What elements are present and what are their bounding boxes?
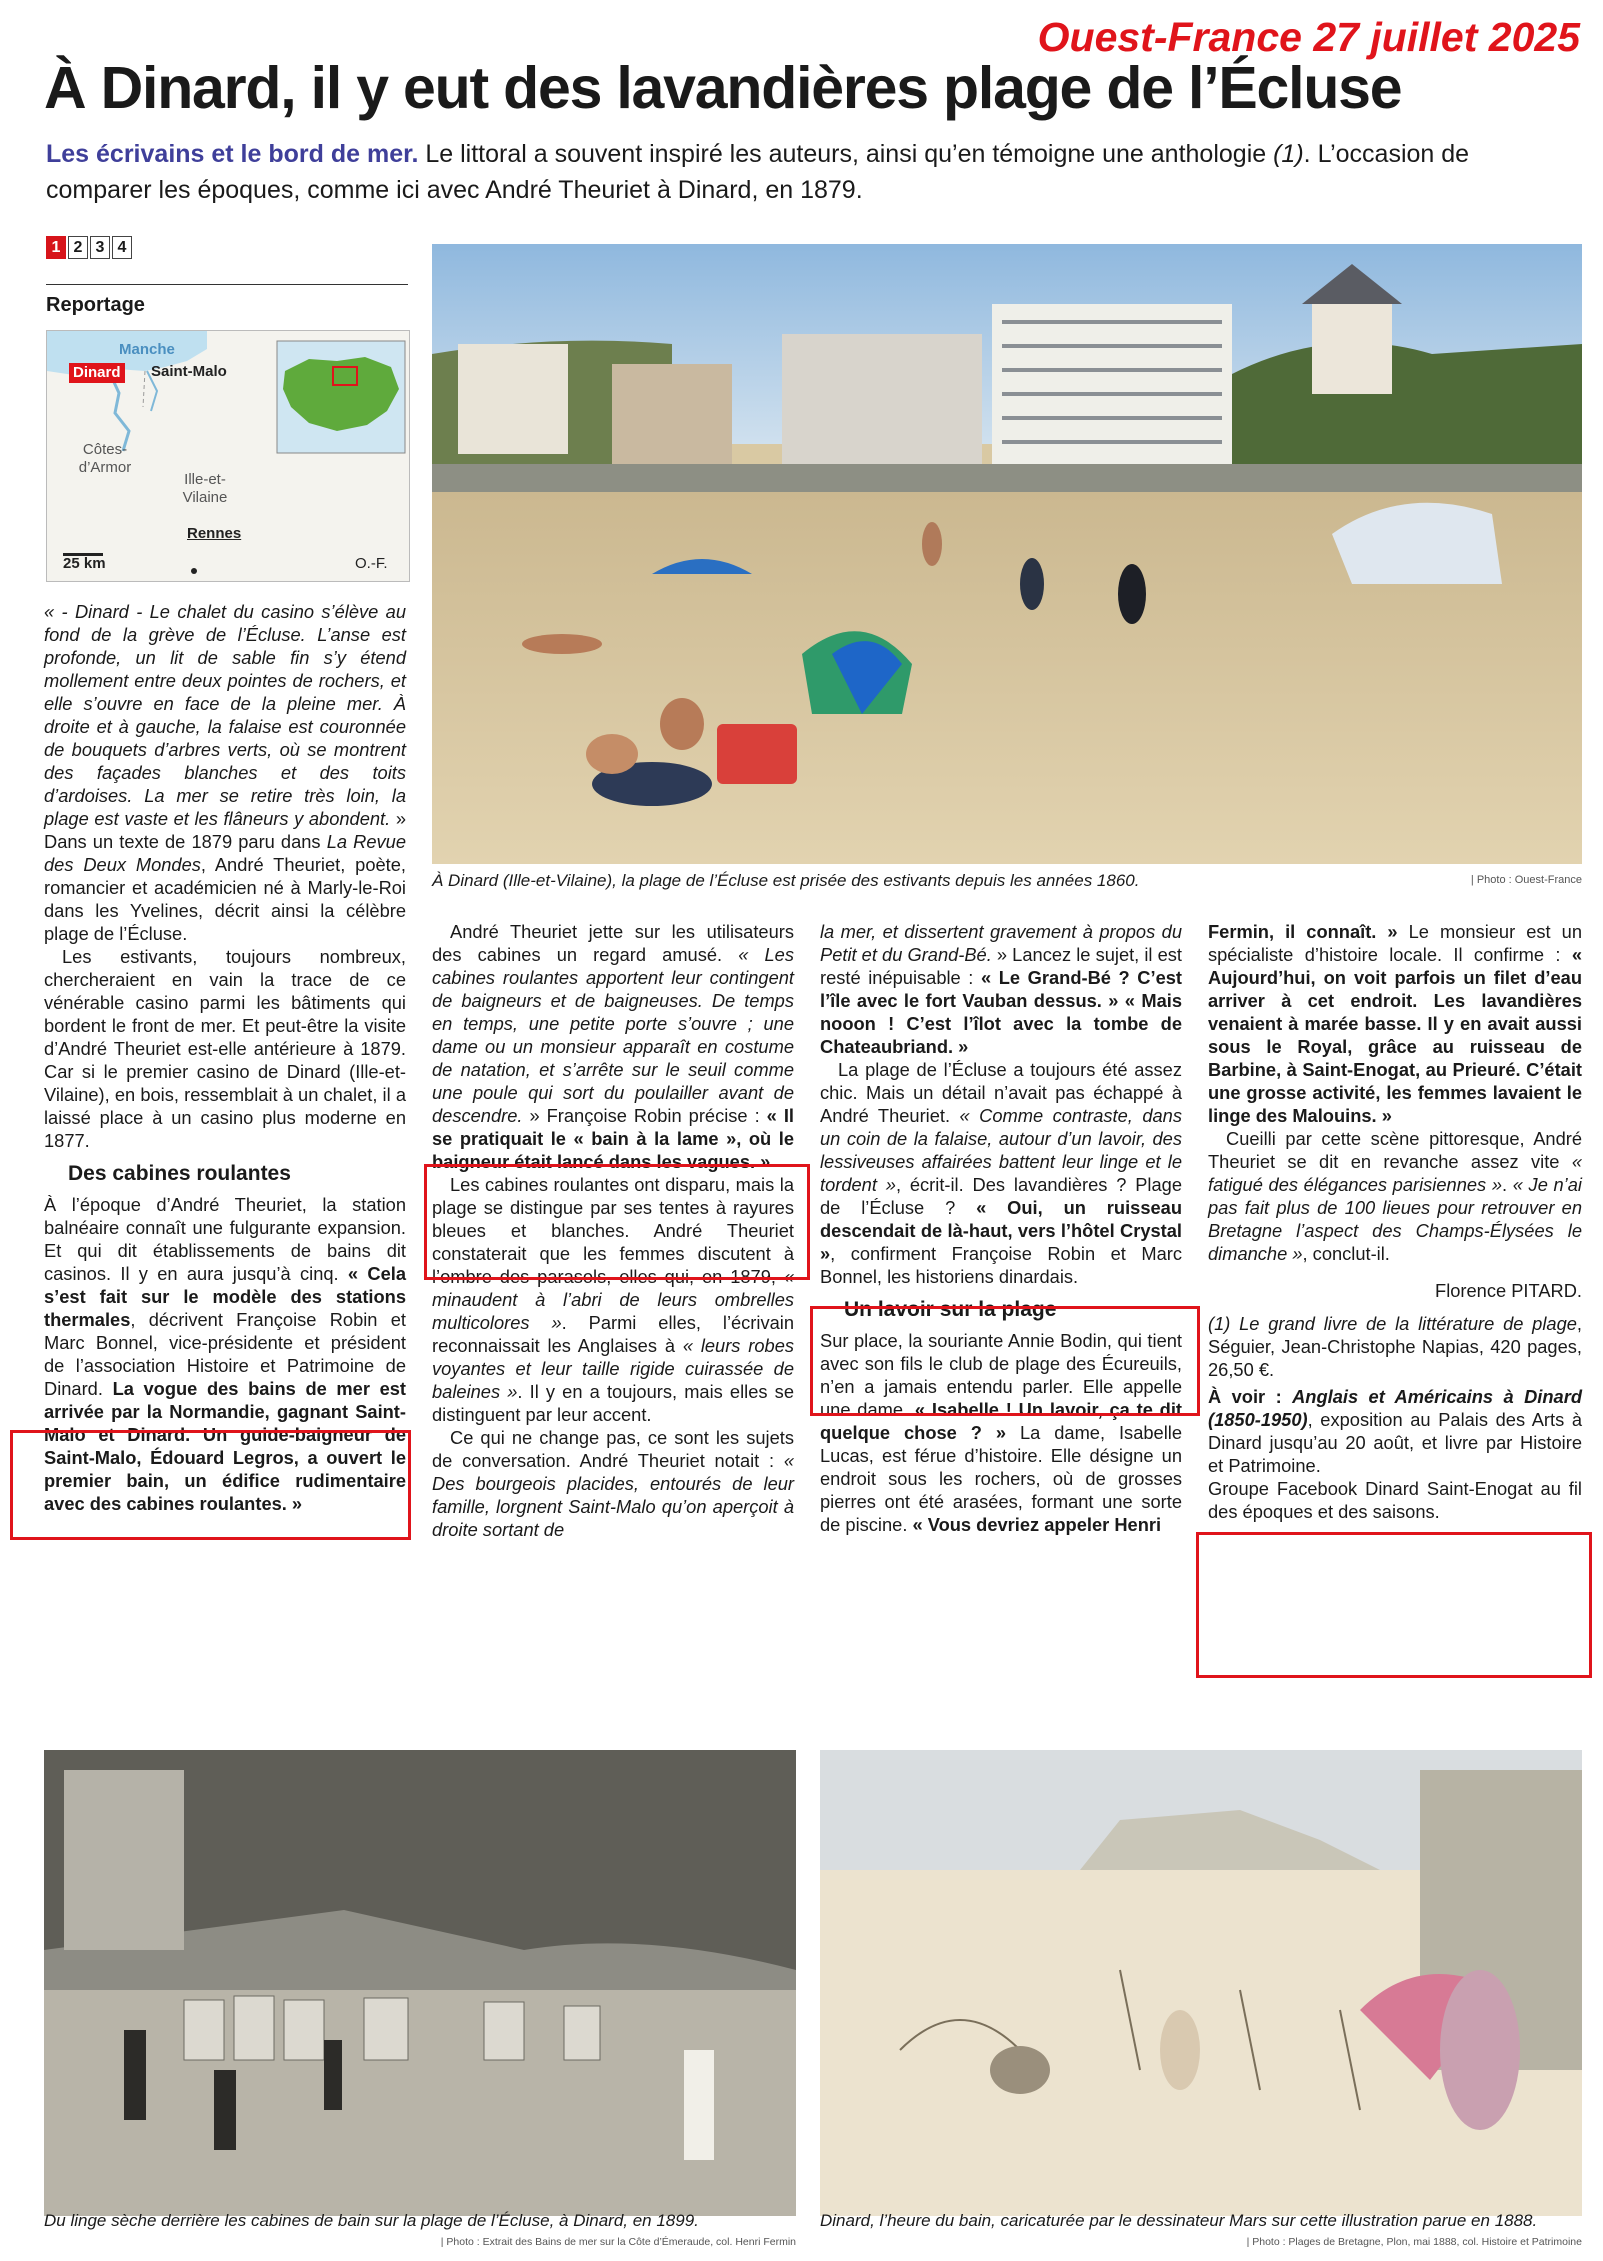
col1-text-3: À l’époque d’André Theuriet, la station balnéaire connaît une fulgurante expansion. Et qui dit établissements de bains dit casinos. Il y en aura jusqu’à cinq. [44, 1194, 406, 1284]
col2-text-6: Ce qui ne change pas, ce sont les sujets de conversation. André Theuriet notait : [432, 1427, 794, 1471]
col2-text-5: . Il y en a toujours, mais elles se distinguent par leur accent. [432, 1381, 794, 1425]
map-label-ille-et-vilaine: Ille-et-Vilaine [182, 471, 228, 506]
col4-text-4: , conclut-il. [1302, 1243, 1390, 1264]
highlight-box-3 [810, 1306, 1200, 1416]
col2-text-3: Les cabines roulantes ont disparu, mais la plage se distingue par ses tentes à rayures bleues et blanches. André Theuriet constaterait que les femmes discutent à l’ombre des parasols, elles qui, en 1879, [432, 1174, 794, 1287]
col3-text-5: Sur place, la souriante Annie Bodin, qui tient avec son fils le club de plage des Écureuils, n’en a jamais entendu parler. Elle appelle une dame. [820, 1330, 1182, 1420]
col1-quote-bold: « Cela s’est fait sur le modèle des stations thermales [44, 1263, 406, 1330]
rubric: Reportage [46, 284, 408, 317]
col3-text-2: La plage de l’Écluse a toujours été assez chic. Mais un détail n’avait pas échappé à André Theuriet. [820, 1059, 1182, 1126]
highlight-box-2 [424, 1164, 810, 1280]
map-scale: 25 km [63, 555, 106, 572]
col4-text-2: Cueilli par cette scène pittoresque, André Theuriet se dit en revanche assez vite [1208, 1128, 1582, 1172]
illustration-credit: | Photo : Plages de Bretagne, Plon, mai 1888, col. Histoire et Patrimoine [1246, 2236, 1582, 2248]
col3-quote-bold-3: « Isabelle ! Un lavoir, ça te dit quelque chose ? » [820, 1399, 1182, 1443]
archive-photo-credit: | Photo : Extrait des Bains de mer sur la Côte d’Émeraude, col. Henri Fermin [440, 2236, 796, 2248]
page-number-3: 3 [90, 236, 110, 259]
col3-text-6: La dame, Isabelle Lucas, est férue d’histoire. Elle désigne un endroit sous les rochers, où de grosses pierres ont été arasées, formant une sorte de piscine. [820, 1422, 1182, 1535]
archive-photo-drawing [44, 1750, 796, 2216]
main-photo-caption: À Dinard (Ille-et-Vilaine), la plage de l’Écluse est prisée des estivants depuis les années 1860. [432, 871, 1140, 890]
standfirst-kicker: Les écrivains et le bord de mer. [46, 140, 419, 168]
subhead-lavoir: Un lavoir sur la plage [844, 1298, 1057, 1321]
map-label-cotes-armor: Côtes-d’Armor [78, 441, 132, 476]
col4-quote: « fatigué des élégances parisiennes » [1208, 1151, 1582, 1195]
source-line: Ouest-France 27 juillet 2025 [1037, 14, 1580, 60]
col3-text-3: , écrit-il. Des lavandières ? Plage de l’Écluse ? [820, 1174, 1182, 1218]
main-photo [432, 244, 1582, 864]
col2-quote-bold: « Il se pratiquait le « bain à la lame », où le baigneur était lancé dans les vagues. » [432, 1105, 794, 1172]
map-label-rennes: Rennes [187, 525, 242, 542]
col1-journal: La Revue des Deux Mondes [44, 831, 406, 875]
exhibition-title: Anglais et Américains à Dinard (1850-1950) [1208, 1386, 1582, 1430]
col2-text-2: » Françoise Robin précise : [522, 1105, 767, 1126]
col3-quote-bold-2: « Oui, un ruisseau descendait de là-haut, vers l’hôtel Crystal » [820, 1197, 1182, 1264]
col3-quote: la mer, et dissertent gravement à propos du Petit et du Grand-Bé. [820, 921, 1182, 965]
map-label-sea: Manche [119, 341, 175, 358]
standfirst [46, 136, 1546, 208]
col2-quote: « Les cabines roulantes apportent leur contingent de baigneurs et de baigneuses. De temps en temps, une petite porte s’ouvre ; une dame ou un monsieur apparaît en costume de natation, et s’arrête sur le seuil comme une poule qui sort du poulailler avant de descendre. [432, 944, 794, 1126]
column-3 [820, 920, 1182, 1536]
col3-text: » Lancez le sujet, il est resté inépuisable : [820, 944, 1182, 988]
col3-quote-bold-4: « Vous devriez appeler Henri [912, 1514, 1162, 1535]
column-4 [1208, 920, 1582, 1523]
illustration-caption: Dinard, l’heure du bain, caricaturée par le dessinateur Mars sur cette illustration parue en 1888. [820, 2211, 1538, 2230]
col3-text-4: , confirment Françoise Robin et Marc Bonnel, les historiens dinardais. [820, 1243, 1182, 1287]
page-indicator [46, 236, 132, 258]
col2-text-4: . Parmi elles, l’écrivain reconnaissait les Anglaises à [432, 1312, 794, 1356]
quote-theuriet-1: « - Dinard - Le chalet du casino s’élève au fond de la grève de l’Écluse. L’anse est profonde, un lit de sable fin s’y étend mollement entre deux pointes de rochers, et elle s’ouvre en face de la pleine mer. À droite et à gauche, la falaise est couronnée de bouquets d’arbres verts, où se montrent des façades blanches et des toits d’ardoises. La mer se retire très loin, la plage est vaste et les flâneurs y abondent. [44, 601, 406, 829]
main-photo-credit: | Photo : Ouest-France [1470, 874, 1582, 886]
col2-quote-2: « minaudent à l’abri de leurs ombrelles multicolores » [432, 1266, 794, 1333]
beach-photo-drawing [432, 244, 1582, 864]
illustration-1888 [820, 1750, 1582, 2216]
note-ref: (1) [1273, 140, 1304, 168]
column-1 [44, 600, 406, 1515]
exhibition-text: , exposition au Palais des Arts à Dinard jusqu’au 20 août, et livre par Histoire et Patrimoine. [1208, 1409, 1582, 1476]
col1-text-4: , décrivent Françoise Robin et Marc Bonnel, vice-présidente et président de l’association Histoire et Patrimoine de Dinard. [44, 1309, 406, 1399]
subhead-cabines: Des cabines roulantes [68, 1162, 291, 1185]
col1-quote-bold-2: La vogue des bains de mer est arrivée par la Normandie, gagnant Saint-Malo et Dinard. Un guide-baigneur de Saint-Malo, Édouard Legros, a ouvert le premier bain, un édifice rudimentaire avec des cabines roulantes. » [44, 1378, 407, 1514]
map-label-saint-malo: Saint-Malo [151, 363, 227, 380]
highlight-box-4 [1196, 1532, 1592, 1678]
headline: À Dinard, il y eut des lavandières plage de l’Écluse [44, 55, 1402, 121]
map-label-dinard: Dinard [69, 363, 125, 383]
col1-paragraph-2: Les estivants, toujours nombreux, chercheraient en vain la trace de ce vénérable casino parmi les bâtiments qui bordent le front de mer. Et peut-être la visite d’André Theuriet est-elle antérieure à 1879. Car si le premier casino de Dinard (Ille-et-Vilaine), en bois, ressemblait à un chalet, il a laissé place à un casino plus moderne en 1877. [44, 946, 406, 1151]
col4-text: Le monsieur est un spécialiste d’histoire locale. Il confirme : [1208, 921, 1582, 965]
col2-quote-3: « leurs robes voyantes et leur taille rigide cuirassée de baleines » [432, 1335, 795, 1402]
col2-quote-4: « Des bourgeois placides, entourés de leur famille, lorgnent Saint-Malo qu’on aperçoit à droite sortant de [432, 1450, 794, 1540]
footnote-title: (1) Le grand livre de la littérature de plage [1208, 1313, 1577, 1334]
col1-text: » Dans un texte de 1879 paru dans [44, 808, 406, 852]
illustration-drawing [820, 1750, 1582, 2216]
facebook-group: Groupe Facebook Dinard Saint-Enogat au fil des époques et des saisons. [1208, 1478, 1582, 1522]
col3-quote-bold: « Le Grand-Bé ? C’est l’île avec le fort Vauban dessus. » « Mais nooon ! C’est l’îlot avec la tombe de Chateaubriand. » [820, 967, 1182, 1057]
col3-quote-2: « Comme contraste, dans un coin de la falaise, autour d’un lavoir, des lessiveuses affairées battent leur linge et le tordent » [820, 1105, 1182, 1195]
archive-photo-caption: Du linge sèche derrière les cabines de bain sur la plage de l’Écluse, à Dinard, en 1899. [44, 2211, 699, 2230]
footnote: , Séguier, Jean-Christophe Napias, 420 pages, 26,50 €. [1208, 1313, 1582, 1380]
col4-quote-bold-2: « Aujourd’hui, on voit parfois un filet d’eau arriver à cet endroit. Les lavandières venaient à marée basse. Il y en avait aussi sous le Royal, grâce au ruisseau de Barbine, à Saint-Enogat, au Prieuré. C’était une grosse activité, les femmes lavaient le linge des Malouins. » [1208, 944, 1582, 1126]
byline: Florence PITARD. [1435, 1280, 1582, 1301]
col4-quote-bold: Fermin, il connaît. » [1208, 921, 1398, 942]
highlight-box-1 [10, 1430, 411, 1540]
col4-text-3: . [1502, 1174, 1513, 1195]
col4-quote-2: « Je n’ai pas fait plus de 100 lieues pour retrouver en Bretagne l’aspect des Champs-Élysées le dimanche » [1208, 1174, 1582, 1264]
standfirst-text-2: . L’occasion de comparer les époques, comme ici avec André Theuriet à Dinard, en 1879. [46, 140, 1470, 204]
page-number-4: 4 [112, 236, 132, 259]
page-number-2: 2 [68, 236, 88, 259]
map-credit: O.-F. [355, 555, 388, 572]
col1-text-2: , André Theuriet, poète, romancier et académicien né à Marly-le-Roi dans les Yvelines, décrit ainsi la célèbre plage de l’Écluse. [44, 854, 406, 944]
standfirst-text: Le littoral a souvent inspiré les auteurs, ainsi qu’en témoigne une anthologie [418, 140, 1274, 168]
archive-photo-1899 [44, 1750, 796, 2216]
col2-text: André Theuriet jette sur les utilisateurs des cabines un regard amusé. [432, 921, 794, 965]
a-voir-label: À voir : [1208, 1386, 1293, 1407]
locator-map [46, 330, 410, 582]
page-number-1: 1 [46, 236, 66, 259]
